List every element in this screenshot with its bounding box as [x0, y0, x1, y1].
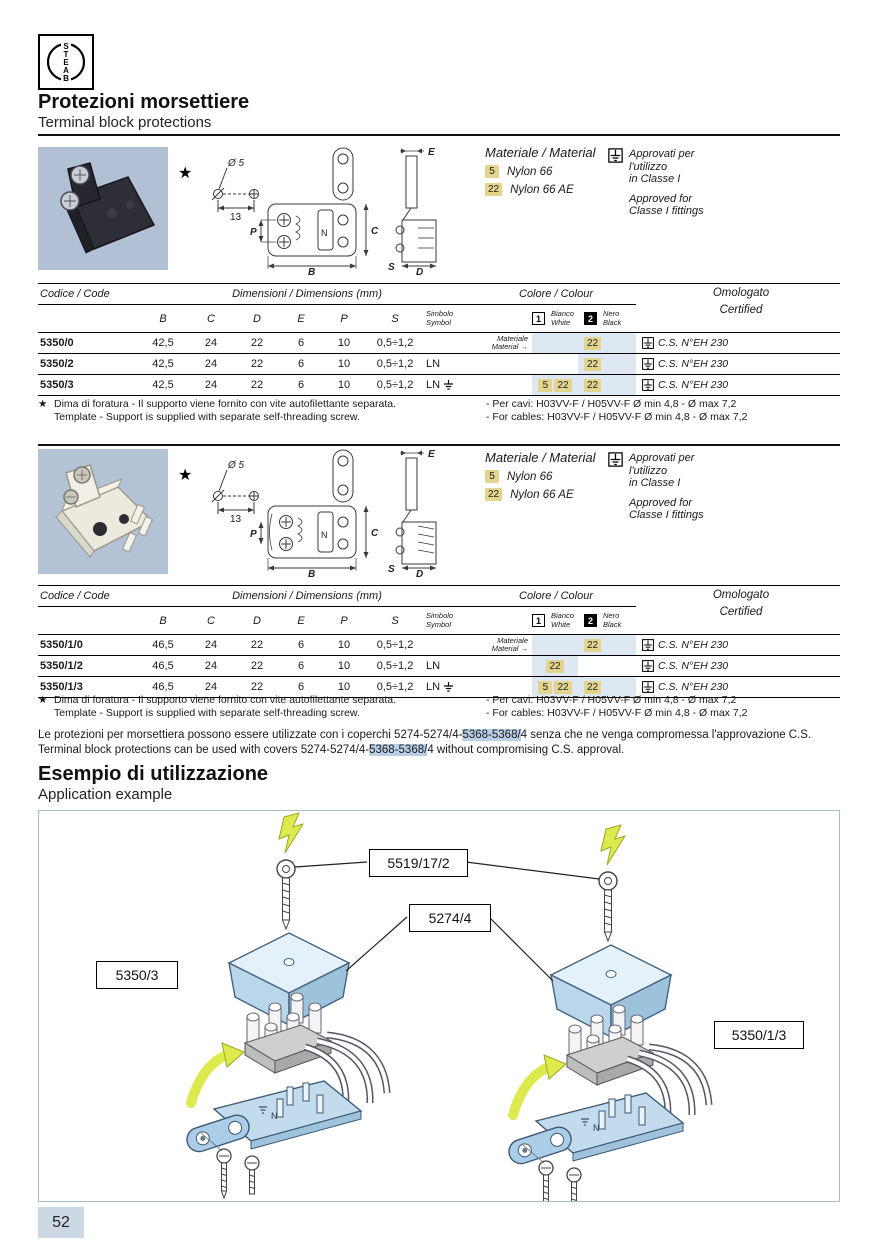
- material-legend: Materiale / Material 5 Nylon 66 22 Nylon 66 AE: [485, 450, 596, 501]
- page-number: 52: [38, 1207, 84, 1238]
- cert-icon: [642, 358, 654, 370]
- black-colour-header: 2 Nero Black: [578, 305, 636, 332]
- svg-text:P: P: [250, 227, 257, 238]
- star-icon: ★: [38, 398, 48, 410]
- table-row: 5350/2 42,5 24 22 6 10 0,5÷1,2 LN 22 C.S. N°EH 230: [38, 353, 840, 374]
- product-photo-white: [38, 449, 168, 572]
- cert-icon: [642, 639, 654, 651]
- compatibility-note: Le protezioni per morsettiera possono essere utilizzate con i coperchi 5274-5274/4-5368-5368/4 senza che ne venga compromessa l'approvazione C.S. Terminal block protections can be used with covers 5274-5274/4-5368-5368/4 without compromising C.S. approval.: [38, 729, 812, 756]
- page-title-en: Terminal block protections: [38, 114, 212, 131]
- earth-icon: [443, 380, 454, 390]
- approval-note: Approvati per l'utilizzo in Classe I Approved for Classe I fittings: [608, 452, 768, 522]
- spec-table-2: Codice / Code Dimensioni / Dimensions (mm) Colore / Colour Omologato Certified B C D E P S Simbolo Symbol 1 Bianco White 2 Nero Black 5350/1/0 46,5 24 22 6 10 0,5÷1,2 Materiale Material → 22 C.S. N°EH 230 5350/1/2 46,5 24 22 6 10 0,5÷1,2 LN 22 C.S. N°EH 230 5350/1/3 46,5 24 22 6 10 0,5÷1,2 LN 5 22 22 C.S. N°EH 230: [38, 585, 840, 698]
- product-code: 5350/0: [40, 337, 74, 349]
- application-diagram: [38, 810, 840, 1202]
- table-row: 5350/1/0 46,5 24 22 6 10 0,5÷1,2 Materiale Material → 22 C.S. N°EH 230: [40, 635, 729, 653]
- brand-logo-icon: [44, 40, 88, 84]
- table-row: 5350/1/2 46,5 24 22 6 10 0,5÷1,2 LN 22 C.S. N°EH 230: [38, 655, 840, 676]
- earth-icon: [443, 682, 454, 692]
- svg-text:B: B: [308, 267, 316, 276]
- svg-text:N: N: [321, 530, 328, 540]
- class1-icon: [608, 452, 623, 467]
- svg-text:E: E: [63, 58, 69, 67]
- spec-table-1: Codice / Code Dimensioni / Dimensions (mm) Colore / Colour Omologato Certified B C D E P S Simbolo Symbol 1 Bianco White 2 Nero Black 5350/0 42,5 24 22 6 10 0,5÷1,2 Materiale Material → 22 C.S. N°EH 230 5350/2 42,5 24 22 6 10 0,5÷1,2 LN 22 C.S. N°EH 230 5350/3 42,5 24 22 6 10 0,5÷1,2 LN 5 22 22 C.S. N°EH 230: [38, 283, 840, 396]
- svg-text:T: T: [63, 50, 69, 59]
- svg-text:B: B: [63, 74, 69, 83]
- highlighted-codes: 5368-5368/: [369, 744, 428, 756]
- svg-text:B: B: [308, 569, 316, 578]
- cert-icon: [642, 681, 654, 693]
- class1-icon: [608, 148, 623, 163]
- code-header: Codice / Code: [38, 284, 138, 305]
- label-cover-code: 5274/4: [409, 904, 491, 932]
- product-photo-black: [38, 147, 168, 270]
- technical-drawing-1: [172, 142, 472, 276]
- svg-text:S: S: [63, 42, 69, 51]
- product-code: 5350/1/2: [40, 660, 83, 672]
- product-code: 5350/3: [40, 379, 74, 391]
- white-colour-header: 1 Bianco White: [532, 305, 578, 332]
- highlighted-codes: 5368-5368/: [462, 729, 521, 741]
- dims-header: Dimensioni / Dimensions (mm): [138, 284, 476, 305]
- table-row: 5350/3 42,5 24 22 6 10 0,5÷1,2 LN 5 22 22 C.S. N°EH 230: [38, 374, 840, 395]
- svg-text:13: 13: [230, 514, 242, 525]
- label-right-code: 5350/1/3: [714, 1021, 804, 1049]
- product-code: 5350/1/3: [40, 681, 83, 693]
- product-code: 5350/1/0: [40, 639, 83, 651]
- page-title-it: Protezioni morsettiere: [38, 91, 250, 113]
- table-row: 5350/0 42,5 24 22 6 10 0,5÷1,2 Materiale Material → 22 C.S. N°EH 230: [40, 333, 729, 351]
- svg-text:S: S: [388, 262, 395, 273]
- label-screw-code: 5519/17/2: [369, 849, 468, 877]
- footnote-1: ★ Dima di foratura - Il supporto viene fornito con vite autofilettante separata. Template - Support is supplied with separate self-threading screw. - Per cavi: H03VV-F / H05VV-F Ø min 4,8 - Ø max 7,2 - For cables: H03VV-F / H05VV-F Ø min 4,8 - Ø max 7,2: [38, 398, 748, 423]
- svg-text:E: E: [428, 147, 435, 158]
- svg-text:S: S: [388, 564, 395, 575]
- cert-icon: [642, 337, 654, 349]
- material-badge: 22: [485, 488, 502, 501]
- svg-text:N: N: [321, 228, 328, 238]
- material-title: Materiale / Material: [485, 145, 596, 160]
- material-badge: 5: [485, 165, 499, 178]
- material-item: 22 Nylon 66 AE: [485, 183, 605, 196]
- table-row: 5350/1/3 46,5 24 22 6 10 0,5÷1,2 LN 5 22 22 C.S. N°EH 230: [38, 676, 840, 697]
- approval-note: Approvati per l'utilizzo in Classe I Approved for Classe I fittings: [608, 148, 768, 218]
- svg-text:P: P: [250, 529, 257, 540]
- footnote-2: ★ Dima di foratura - Il supporto viene fornito con vite autofilettante separata. Template - Support is supplied with separate self-threading screw. - Per cavi: H03VV-F / H05VV-F Ø min 4,8 - Ø max 7,2 - For cables: H03VV-F / H05VV-F Ø min 4,8 - Ø max 7,2: [38, 694, 748, 719]
- material-item: 5 Nylon 66: [485, 165, 605, 178]
- star-icon: ★: [178, 165, 193, 182]
- star-icon: ★: [38, 694, 48, 706]
- brand-logo: [38, 34, 94, 90]
- svg-text:C: C: [371, 528, 379, 539]
- example-title-en: Application example: [38, 786, 173, 803]
- svg-text:Ø 5: Ø 5: [228, 460, 245, 471]
- svg-text:E: E: [428, 449, 435, 460]
- svg-text:C: C: [371, 226, 379, 237]
- svg-text:13: 13: [230, 212, 242, 223]
- cert-header: Omologato Certified: [712, 287, 770, 316]
- material-legend: [485, 145, 605, 196]
- star-icon: ★: [178, 467, 193, 484]
- technical-drawing-2: [172, 444, 472, 578]
- title-rule: [38, 134, 840, 136]
- cert-icon: [642, 379, 654, 391]
- material-badge: 5: [485, 470, 499, 483]
- svg-text:Ø 5: Ø 5: [228, 158, 245, 169]
- svg-text:D: D: [416, 569, 424, 578]
- label-left-code: 5350/3: [96, 961, 178, 989]
- material-badge: 22: [485, 183, 502, 196]
- svg-text:A: A: [63, 66, 69, 75]
- svg-text:D: D: [416, 267, 424, 276]
- product-code: 5350/2: [40, 358, 74, 370]
- cert-icon: [642, 660, 654, 672]
- colour-header: Colore / Colour: [476, 284, 636, 305]
- example-title-it: Esempio di utilizzazione: [38, 763, 269, 785]
